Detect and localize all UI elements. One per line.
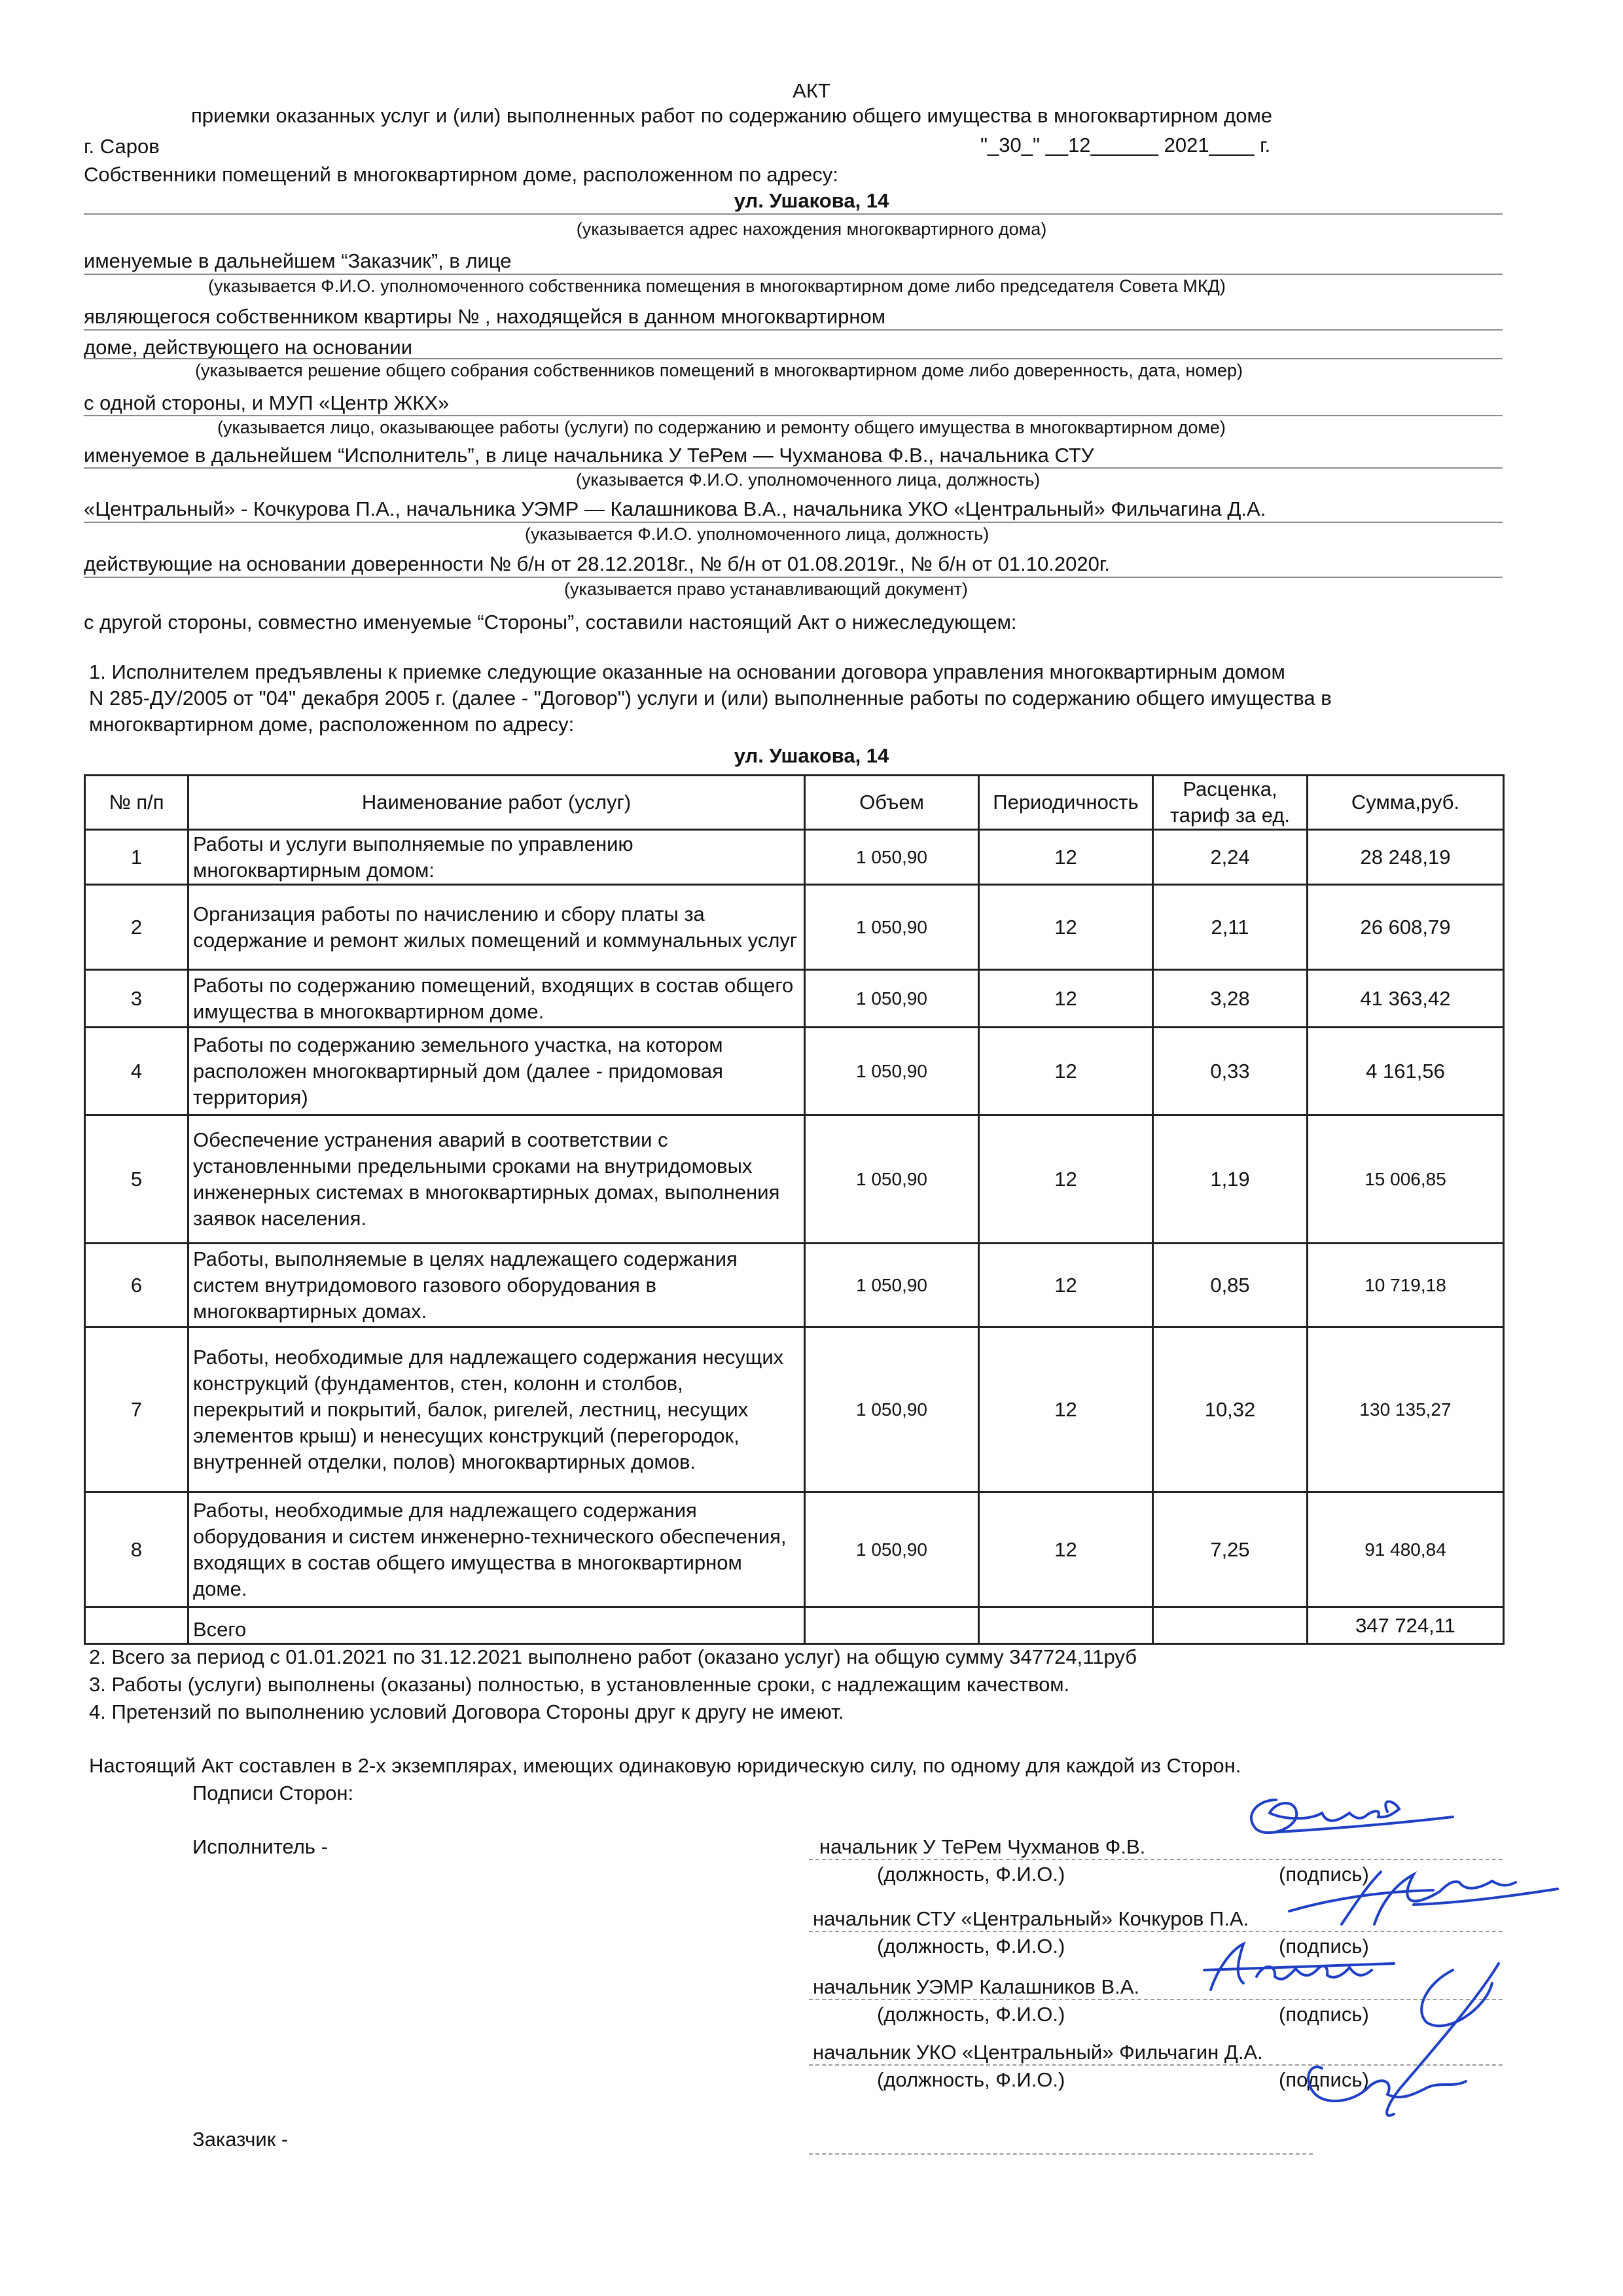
contractor-rule: [84, 467, 1503, 469]
header-rate-line2: тариф за ед.: [1169, 804, 1291, 827]
one-side-rule: [84, 415, 1503, 416]
row-sum: 41 363,42: [1308, 970, 1504, 1028]
signer-2: начальник СТУ «Центральный» Кочкуров П.А.: [813, 1907, 1249, 1930]
customer-line: именуемые в дальнейшем “Заказчик”, в лице: [84, 249, 512, 272]
table-row: [85, 1244, 1504, 1327]
row-volume: 1 050,90: [805, 1028, 979, 1115]
address-hint: (указывается адрес нахождения многоквартирного дома): [576, 219, 1047, 239]
total-period-cell: [979, 1607, 1153, 1644]
row-num: 8: [85, 1492, 188, 1607]
row-period: 12: [979, 1492, 1153, 1607]
act-title: АКТ: [793, 79, 830, 102]
header-num: № п/п: [85, 776, 188, 830]
signer-3-position-hint: (должность, Ф.И.О.): [877, 2003, 1065, 2026]
row-rate: 2,24: [1153, 830, 1308, 885]
row-rate: 1,19: [1153, 1115, 1308, 1244]
signer-2-position-hint: (должность, Ф.И.О.): [877, 1935, 1065, 1958]
act-subtitle: приемки оказанных услуг и (или) выполненных работ по содержанию общего имущества в многоквартирном доме: [191, 104, 1273, 127]
persons-rule: [84, 522, 1503, 523]
clause2: 2. Всего за период с 01.01.2021 по 31.12.2021 выполнено работ (оказано услуг) на общую сумму 347724,11руб: [89, 1645, 1137, 1668]
row-period: 12: [979, 1244, 1153, 1327]
signer-2-signature-hint: (подпись): [1279, 1935, 1369, 1958]
basis-rule: [84, 358, 1503, 359]
row-sum: 10 719,18: [1308, 1244, 1504, 1327]
row-name: Работы по содержанию земельного участка, на котором расположен многоквартирный дом (далее - придомовая территория): [188, 1028, 805, 1115]
total-num-cell: [85, 1607, 188, 1644]
one-side-line: с одной стороны, и МУП «Центр ЖКХ»: [84, 391, 450, 414]
row-sum: 130 135,27: [1308, 1327, 1504, 1492]
row-name: Работы, необходимые для надлежащего содержания оборудования и систем инженерно-технического обеспечения, входящих в состав общего имущества в многоквартирном доме.: [188, 1492, 805, 1607]
header-period: Периодичность: [979, 776, 1153, 830]
row-sum: 15 006,85: [1308, 1115, 1504, 1244]
row-period: 12: [979, 1327, 1153, 1492]
signer-4-position-hint: (должность, Ф.И.О.): [877, 2068, 1065, 2091]
row-num: 3: [85, 970, 188, 1028]
contractor-hint: (указывается лицо, оказывающее работы (услуги) по содержанию и ремонту общего имущества в многоквартирном доме): [217, 418, 1226, 437]
signer-4: начальник УКО «Центральный» Фильчагин Д.А.: [813, 2041, 1263, 2064]
row-period: 12: [979, 830, 1153, 885]
row-name: Работы, необходимые для надлежащего содержания несущих конструкций (фундаментов, стен, колонн и столбов, перекрытий и покрытий, балок, ригелей, лестниц, несущих элементов крыш) и ненесущих конструкций (перегородок, внутренней отделки, полов) многоквартирных домов.: [188, 1327, 805, 1492]
table-row: [85, 1028, 1504, 1115]
row-num: 7: [85, 1327, 188, 1492]
row-name: Обеспечение устранения аварий в соответствии с установленными предельными сроками на внутридомовых инженерных системах в многоквартирных домах, выполнения заявок населения.: [188, 1115, 805, 1244]
city: г. Саров: [84, 135, 160, 158]
row-rate: 0,85: [1153, 1244, 1308, 1327]
signer-3-signature-hint: (подпись): [1279, 2003, 1369, 2026]
total-volume-cell: [805, 1607, 979, 1644]
table-header-row: [85, 776, 1504, 830]
row-name: Организация работы по начислению и сбору платы за содержание и ремонт жилых помещений и коммунальных услуг: [188, 885, 805, 970]
clause3: 3. Работы (услуги) выполнены (оказаны) полностью, в установленные сроки, с надлежащим качеством.: [89, 1673, 1070, 1696]
row-rate: 0,33: [1153, 1028, 1308, 1115]
clause1-line1: 1. Исполнителем предъявлены к приемке следующие оказанные на основании договора управления многоквартирным домом: [89, 660, 1285, 683]
row-num: 4: [85, 1028, 188, 1115]
table-row: [85, 1115, 1504, 1244]
total-sum: 347 724,11: [1308, 1607, 1504, 1644]
row-rate: 10,32: [1153, 1327, 1308, 1492]
basis-line: доме, действующего на основании: [84, 336, 413, 359]
basis-hint: (указывается решение общего собрания собственников помещений в многоквартирном доме либо доверенность, дата, номер): [195, 361, 1243, 380]
signature-kochkurov: [1283, 1865, 1564, 1944]
row-period: 12: [979, 970, 1153, 1028]
row-volume: 1 050,90: [805, 885, 979, 970]
executor-label: Исполнитель -: [192, 1835, 328, 1858]
signer-1-signature-hint: (подпись): [1279, 1863, 1369, 1886]
power-line: действующие на основании доверенности № б/н от 28.12.2018г., № б/н от 01.08.2019г., № б/н от 01.10.2020г.: [84, 552, 1110, 575]
customer-signature-rule: [809, 2153, 1313, 2155]
row-sum: 28 248,19: [1308, 830, 1504, 885]
table-row: [85, 830, 1504, 885]
row-sum: 91 480,84: [1308, 1492, 1504, 1607]
row-period: 12: [979, 885, 1153, 970]
owner-rule: [84, 329, 1503, 331]
total-rate-cell: [1153, 1607, 1308, 1644]
row-volume: 1 050,90: [805, 970, 979, 1028]
signature-chukhmanov: [1230, 1780, 1466, 1865]
row-rate: 7,25: [1153, 1492, 1308, 1607]
signer-1: начальник У ТеРем Чухманов Ф.В.: [819, 1835, 1146, 1858]
clause4: 4. Претензий по выполнению условий Договора Стороны друг к другу не имеют.: [89, 1700, 844, 1723]
header-name: Наименование работ (услуг): [188, 776, 805, 830]
row-num: 2: [85, 885, 188, 970]
works-table: [84, 774, 1505, 1645]
person-hint-1: (указывается Ф.И.О. уполномоченного лица, должность): [576, 470, 1041, 490]
row-sum: 26 608,79: [1308, 885, 1504, 970]
customer-hint: (указывается Ф.И.О. уполномоченного собственника помещения в многоквартирном доме либо председателя Совета МКД): [208, 276, 1226, 296]
table-row: [85, 885, 1504, 970]
row-volume: 1 050,90: [805, 1115, 979, 1244]
header-sum: Сумма,руб.: [1308, 776, 1504, 830]
contractor-line: именуемое в дальнейшем “Исполнитель”, в лице начальника У ТеРем — Чухманова Ф.В., начальника СТУ: [84, 444, 1094, 467]
row-rate: 3,28: [1153, 970, 1308, 1028]
persons-line: «Центральный» - Кочкурова П.А., начальника УЭМР — Калашникова В.А., начальника УКО «Центральный» Фильчагина Д.А.: [84, 497, 1266, 520]
total-label: Всего: [188, 1607, 805, 1644]
row-period: 12: [979, 1115, 1153, 1244]
row-rate: 2,11: [1153, 885, 1308, 970]
row-name: Работы, выполняемые в целях надлежащего содержания систем внутридомового газового оборудования в многоквартирных домах.: [188, 1244, 805, 1327]
owner-line: являющегося собственником квартиры № , находящейся в данном многоквартирном: [84, 305, 886, 328]
signer-1-position-hint: (должность, Ф.И.О.): [877, 1863, 1065, 1886]
table-row: [85, 1492, 1504, 1607]
signer-4-signature-hint: (подпись): [1279, 2068, 1369, 2091]
row-name: Работы по содержанию помещений, входящих в состав общего имущества в многоквартирном доме.: [188, 970, 805, 1028]
row-num: 6: [85, 1244, 188, 1327]
row-sum: 4 161,56: [1308, 1028, 1504, 1115]
address-rule: [84, 213, 1503, 215]
row-name: Работы и услуги выполняемые по управлению многоквартирным домом:: [188, 830, 805, 885]
customer-label: Заказчик -: [192, 2128, 289, 2151]
person-hint-2: (указывается Ф.И.О. уполномоченного лица, должность): [525, 524, 990, 544]
power-rule: [84, 577, 1503, 578]
table-row: [85, 1327, 1504, 1492]
row-period: 12: [979, 1028, 1153, 1115]
address: ул. Ушакова, 14: [734, 189, 889, 212]
table-total-row: [85, 1607, 1504, 1644]
header-volume: Объем: [805, 776, 979, 830]
header-rate-line1: Расценка,: [1183, 778, 1277, 800]
power-hint: (указывается право устанавливающий документ): [564, 579, 968, 599]
customer-rule: [84, 274, 1503, 275]
row-num: 1: [85, 830, 188, 885]
other-side-line: с другой стороны, совместно именуемые “Стороны”, составили настоящий Акт о нижеследующем:: [84, 611, 1017, 634]
signature-filchagin: [1283, 1957, 1544, 2127]
row-volume: 1 050,90: [805, 1492, 979, 1607]
owners-intro: Собственники помещений в многоквартирном доме, расположенном по адресу:: [84, 163, 838, 186]
clause1-line2: N 285-ДУ/2005 от "04" декабря 2005 г. (далее - "Договор") услуги и (или) выполненные работы по содержанию общего имущества в: [89, 687, 1332, 709]
copies-note: Настоящий Акт составлен в 2-х экземплярах, имеющих одинаковую юридическую силу, по одному для каждой из Сторон.: [89, 1754, 1241, 1777]
table-row: [85, 970, 1504, 1028]
row-volume: 1 050,90: [805, 1327, 979, 1492]
act-date: "_30_" __12______ 2021____ г.: [980, 134, 1271, 156]
clause1-line3: многоквартирном доме, расположенном по адресу:: [89, 713, 575, 736]
clause1-address: ул. Ушакова, 14: [734, 744, 889, 767]
header-rate: [1153, 776, 1308, 830]
row-volume: 1 050,90: [805, 830, 979, 885]
signer-3: начальник УЭМР Калашников В.А.: [813, 1975, 1140, 1998]
row-volume: 1 050,90: [805, 1244, 979, 1327]
signatures-heading: Подписи Сторон:: [192, 1782, 354, 1804]
row-num: 5: [85, 1115, 188, 1244]
